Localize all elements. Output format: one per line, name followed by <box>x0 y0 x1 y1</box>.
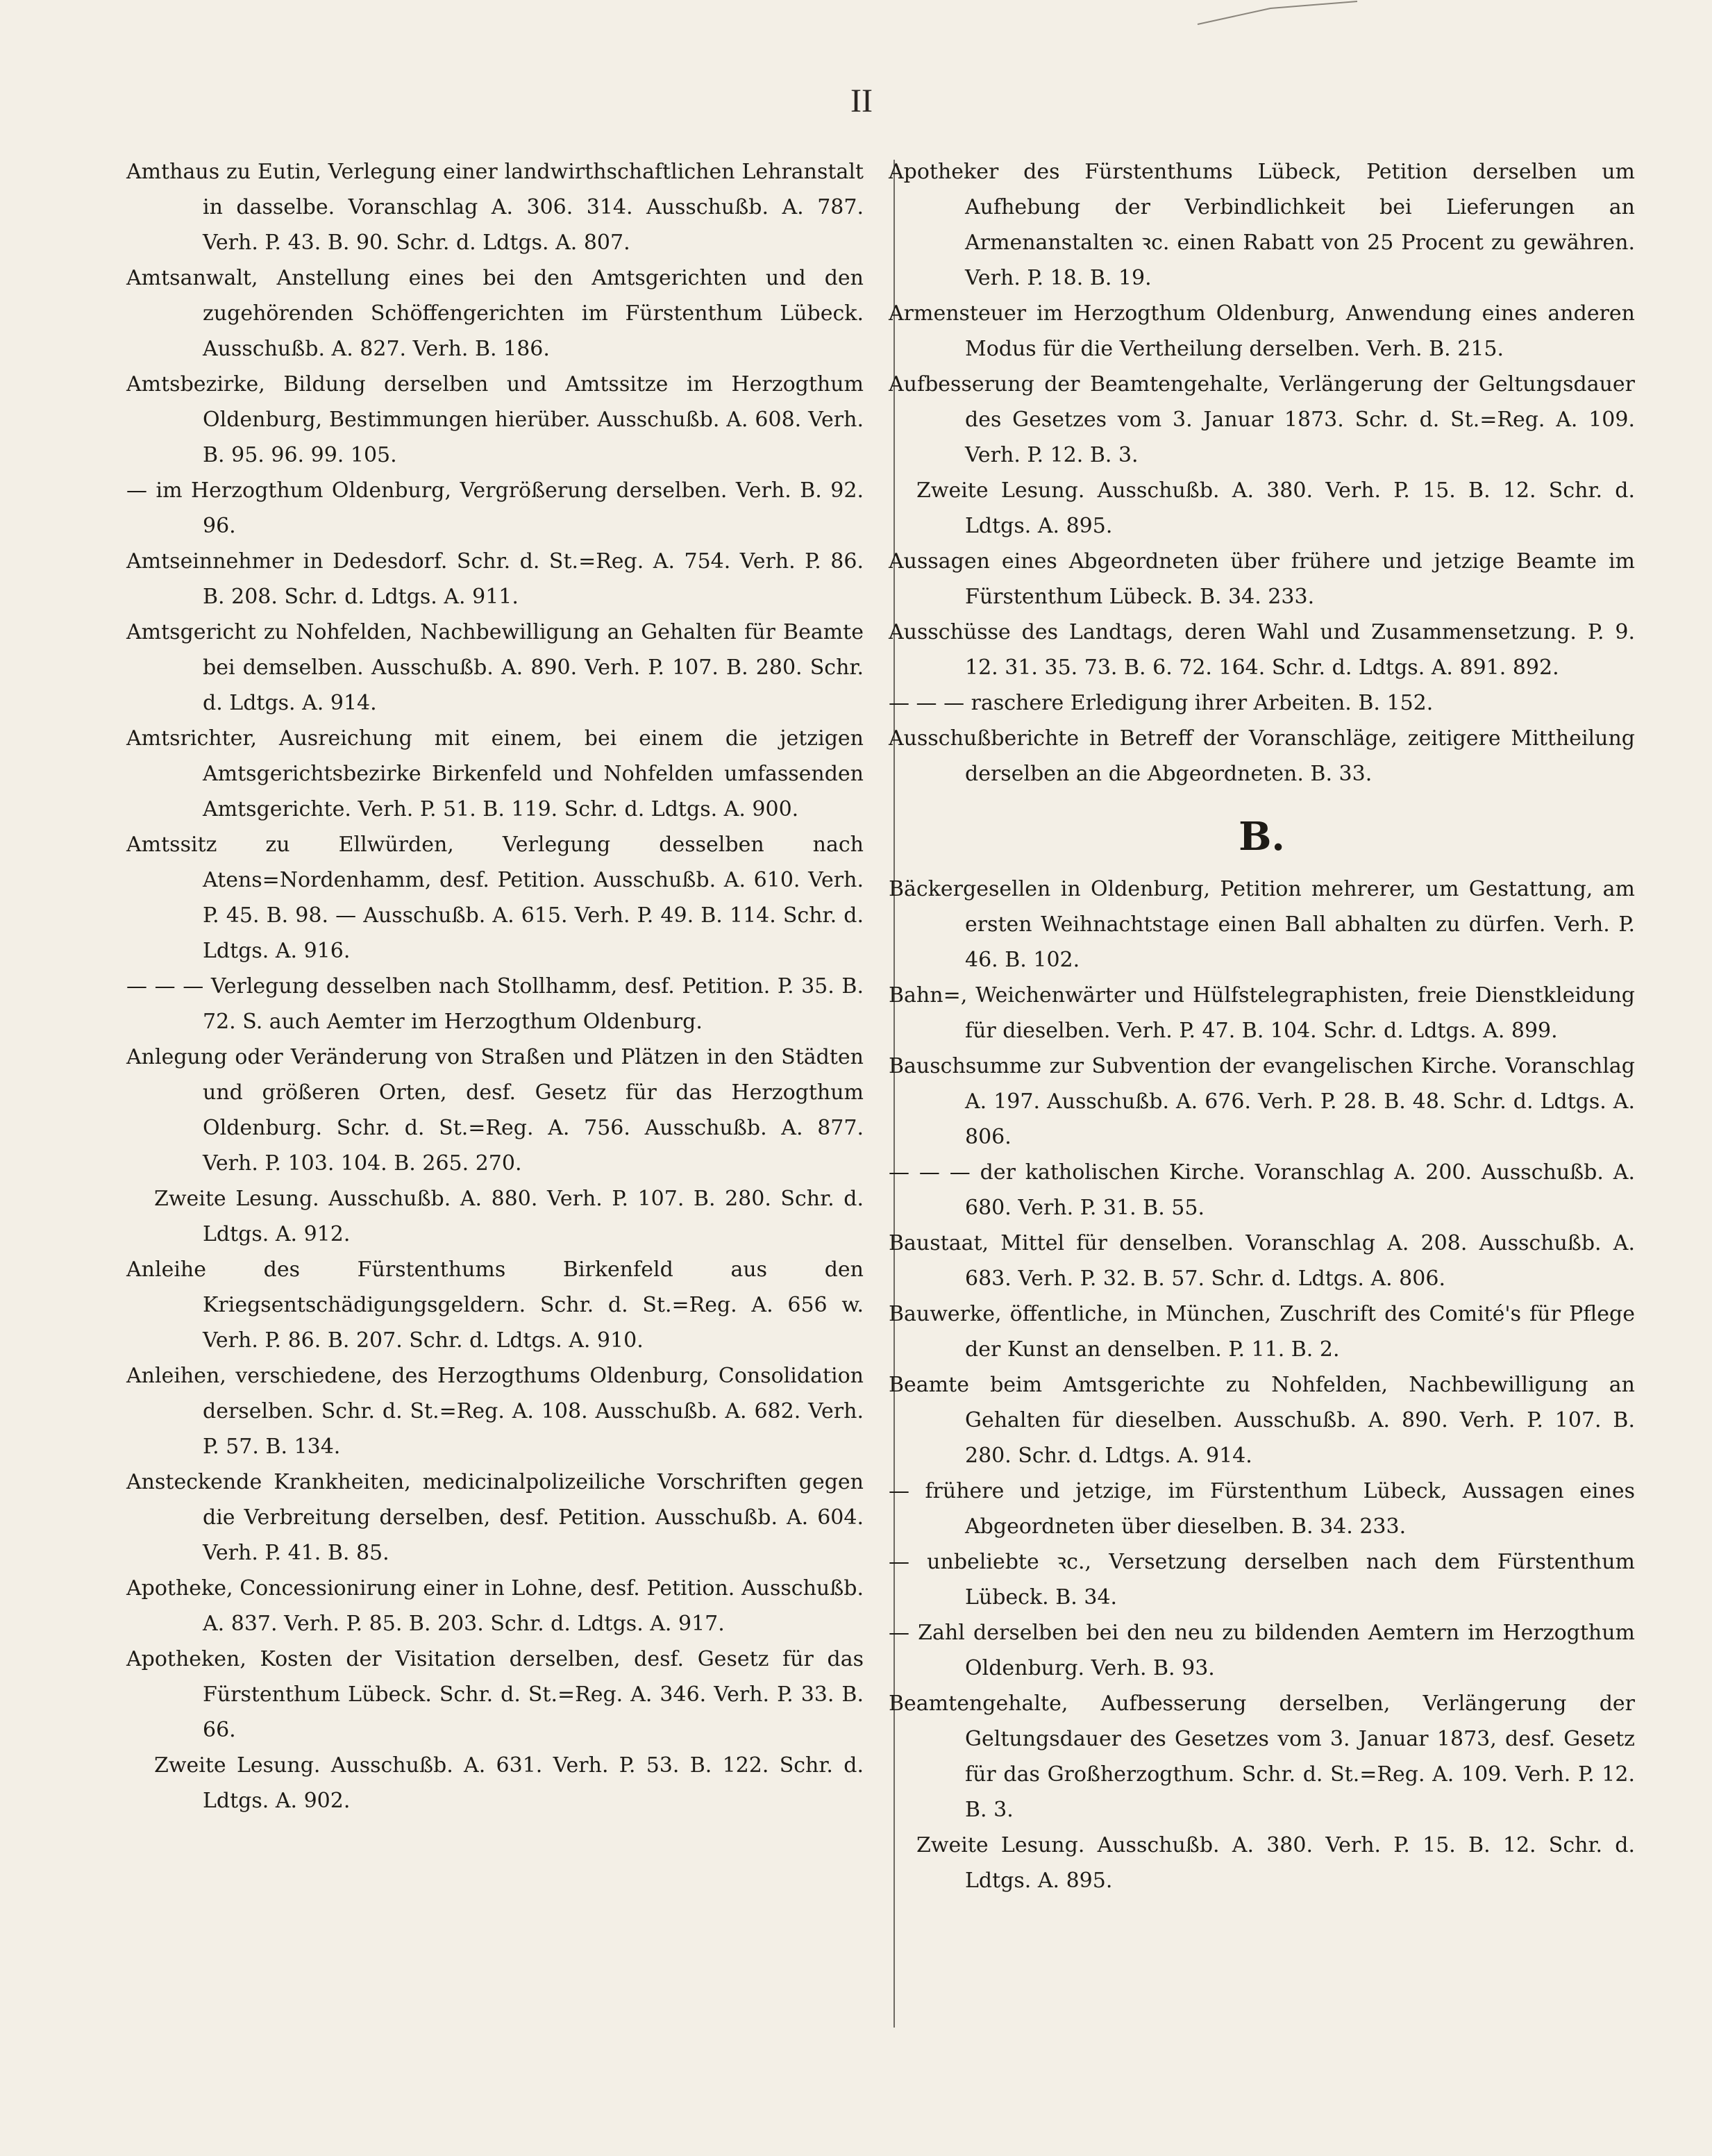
index-entry: Apotheker des Fürstenthums Lübeck, Petition derselben um Aufhebung der Verbindlichkeit bei Lieferungen an Armenanstalten ꝛc. einen Rabatt von 25 Procent zu gewähren. Verh. P. 18. B. 19. <box>889 160 1635 290</box>
index-subentry: — im Herzogthum Oldenburg, Vergrößerung derselben. Verh. B. 92. 96. <box>126 478 864 538</box>
index-subentry: Zweite Lesung. Ausschußb. A. 631. Verh. P. 53. B. 122. Schr. d. Ldtgs. A. 902. <box>154 1753 864 1813</box>
index-subentry: — frühere und jetzige, im Fürstenthum Lübeck, Aussagen eines Abgeordneten über dieselben. B. 34. 233. <box>889 1479 1635 1539</box>
index-entry: Ausschüsse des Landtags, deren Wahl und Zusammensetzung. P. 9. 12. 31. 35. 73. B. 6. 72. 164. Schr. d. Ldtgs. A. 891. 892. <box>889 620 1635 680</box>
index-entry: Amthaus zu Eutin, Verlegung einer landwirthschaftlichen Lehranstalt in dasselbe. Voranschlag A. 306. 314. Ausschußb. A. 787. Verh. P. 43. B. 90. Schr. d. Ldtgs. A. 807. <box>126 160 864 255</box>
index-entry: Baustaat, Mittel für denselben. Voranschlag A. 208. Ausschußb. A. 683. Verh. P. 32. B. 57. Schr. d. Ldtgs. A. 806. <box>889 1231 1635 1291</box>
index-entry: Armensteuer im Herzogthum Oldenburg, Anwendung eines anderen Modus für die Vertheilung derselben. Verh. B. 215. <box>889 301 1635 361</box>
index-entry: Bahn=, Weichenwärter und Hülfstelegraphisten, freie Dienstkleidung für dieselben. Verh. P. 47. B. 104. Schr. d. Ldtgs. A. 899. <box>889 983 1635 1043</box>
index-entry: Amtssitz zu Ellwürden, Verlegung desselben nach Atens=Nordenhamm, desf. Petition. Ausschußb. A. 610. Verh. P. 45. B. 98. — Ausschußb. A. 615. Verh. P. 49. B. 114. Schr. d. Ldtgs. A. 916. <box>126 833 864 963</box>
index-subentry: — — — der katholischen Kirche. Voranschlag A. 200. Ausschußb. A. 680. Verh. P. 31. B. 55. <box>889 1160 1635 1220</box>
index-entry: Ansteckende Krankheiten, medicinalpolizeiliche Vorschriften gegen die Verbreitung derselben, desf. Petition. Ausschußb. A. 604. Verh. P. 41. B. 85. <box>126 1470 864 1565</box>
section-heading-b: B. <box>1239 814 1285 860</box>
index-subentry: — — — raschere Erledigung ihrer Arbeiten. B. 152. <box>889 691 1434 715</box>
index-entry: Anleihen, verschiedene, des Herzogthums Oldenburg, Consolidation derselben. Schr. d. St.=Reg. A. 108. Ausschußb. A. 682. Verh. P. 57. B. 134. <box>126 1364 864 1459</box>
index-entry: Anleihe des Fürstenthums Birkenfeld aus den Kriegsentschädigungsgeldern. Schr. d. St.=Reg. A. 656 w. Verh. P. 86. B. 207. Schr. d. Ldtgs. A. 910. <box>126 1257 864 1353</box>
index-entry: Ausschußberichte in Betreff der Voranschläge, zeitigere Mittheilung derselben an die Abgeordneten. B. 33. <box>889 726 1635 786</box>
index-subentry: Zweite Lesung. Ausschußb. A. 380. Verh. P. 15. B. 12. Schr. d. Ldtgs. A. 895. <box>916 478 1635 538</box>
index-entry: Aussagen eines Abgeordneten über frühere und jetzige Beamte im Fürstenthum Lübeck. B. 34. 233. <box>889 549 1635 609</box>
index-subentry: Zweite Lesung. Ausschußb. A. 880. Verh. P. 107. B. 280. Schr. d. Ldtgs. A. 912. <box>154 1187 864 1246</box>
index-entry: Anlegung oder Veränderung von Straßen und Plätzen in den Städten und größeren Orten, desf. Gesetz für das Herzogthum Oldenburg. Schr. d. St.=Reg. A. 756. Ausschußb. A. 877. Verh. P. 103. 104. B. 265. 270. <box>126 1045 864 1176</box>
index-entry: Beamte beim Amtsgerichte zu Nohfelden, Nachbewilligung an Gehalten für dieselben. Ausschußb. A. 890. Verh. P. 107. B. 280. Schr. d. Ldtgs. A. 914. <box>889 1373 1635 1468</box>
index-entry: Amtseinnehmer in Dedesdorf. Schr. d. St.=Reg. A. 754. Verh. P. 86. B. 208. Schr. d. Ldtgs. A. 911. <box>126 549 864 609</box>
index-subentry: — unbeliebte ꝛc., Versetzung derselben nach dem Fürstenthum Lübeck. B. 34. <box>889 1550 1635 1610</box>
index-entry: Apotheke, Concessionirung einer in Lohne, desf. Petition. Ausschußb. A. 837. Verh. P. 85. B. 203. Schr. d. Ldtgs. A. 917. <box>126 1576 864 1636</box>
index-subentry: — — — Verlegung desselben nach Stollhamm, desf. Petition. P. 35. B. 72. S. auch Aemter im Herzogthum Oldenburg. <box>126 974 864 1034</box>
index-subentry: — Zahl derselben bei den neu zu bildenden Aemtern im Herzogthum Oldenburg. Verh. B. 93. <box>889 1621 1635 1680</box>
index-entry: Apotheken, Kosten der Visitation derselben, desf. Gesetz für das Fürstenthum Lübeck. Schr. d. St.=Reg. A. 346. Verh. P. 33. B. 66. <box>126 1647 864 1742</box>
index-entry: Bauschsumme zur Subvention der evangelischen Kirche. Voranschlag A. 197. Ausschußb. A. 676. Verh. P. 28. B. 48. Schr. d. Ldtgs. A. 806. <box>889 1054 1635 1149</box>
right-column <box>889 154 1635 1898</box>
index-entry: Amtsanwalt, Anstellung eines bei den Amtsgerichten und den zugehörenden Schöffengerichten im Fürstenthum Lübeck. Ausschußb. A. 827. Verh. B. 186. <box>126 266 864 361</box>
left-column <box>126 154 864 1819</box>
pencil-mark <box>1194 0 1361 28</box>
page-number: II <box>850 83 873 119</box>
index-subentry: Zweite Lesung. Ausschußb. A. 380. Verh. P. 15. B. 12. Schr. d. Ldtgs. A. 895. <box>916 1833 1635 1893</box>
index-entry: Bäckergesellen in Oldenburg, Petition mehrerer, um Gestattung, am ersten Weihnachtstage einen Ball abhalten zu dürfen. Verh. P. 46. B. 102. <box>889 877 1635 972</box>
index-entry: Amtsgericht zu Nohfelden, Nachbewilligung an Gehalten für Beamte bei demselben. Ausschußb. A. 890. Verh. P. 107. B. 280. Schr. d. Ldtgs. A. 914. <box>126 620 864 715</box>
index-entry: Amtsbezirke, Bildung derselben und Amtssitze im Herzogthum Oldenburg, Bestimmungen hierüber. Ausschußb. A. 608. Verh. B. 95. 96. 99. 105. <box>126 372 864 467</box>
index-entry: Aufbesserung der Beamtengehalte, Verlängerung der Geltungsdauer des Gesetzes vom 3. Januar 1873. Schr. d. St.=Reg. A. 109. Verh. P. 12. B. 3. <box>889 372 1635 467</box>
index-entry: Bauwerke, öffentliche, in München, Zuschrift des Comité's für Pflege der Kunst an denselben. P. 11. B. 2. <box>889 1302 1635 1362</box>
index-entry: Amtsrichter, Ausreichung mit einem, bei einem die jetzigen Amtsgerichtsbezirke Birkenfeld und Nohfelden umfassenden Amtsgerichte. Verh. P. 51. B. 119. Schr. d. Ldtgs. A. 900. <box>126 726 864 821</box>
index-entry: Beamtengehalte, Aufbesserung derselben, Verlängerung der Geltungsdauer des Gesetzes vom 3. Januar 1873, desf. Gesetz für das Großherzogthum. Schr. d. St.=Reg. A. 109. Verh. P. 12. B. 3. <box>889 1691 1635 1822</box>
